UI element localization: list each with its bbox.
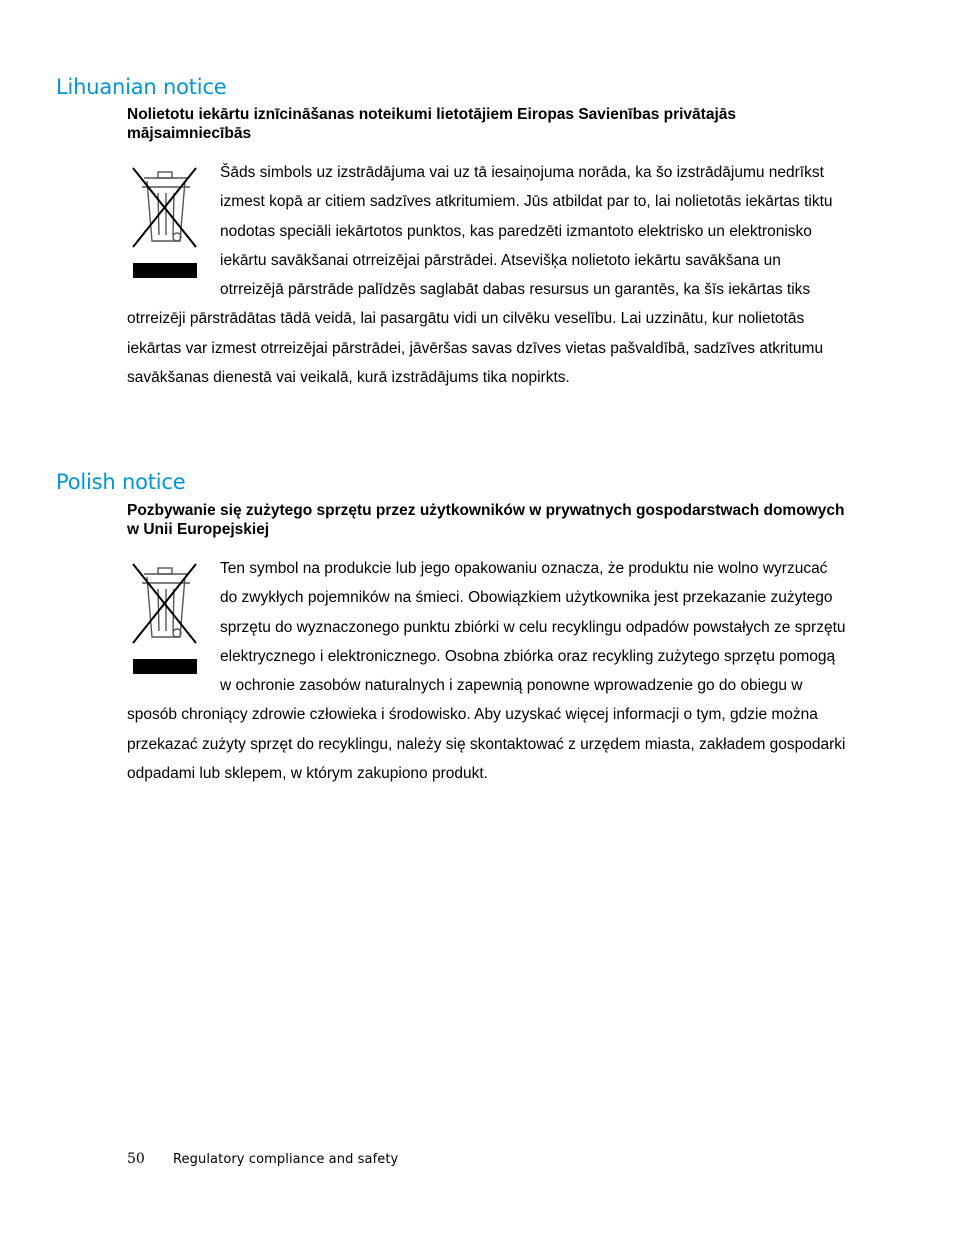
footer-section-title: Regulatory compliance and safety	[173, 1152, 399, 1167]
polish-body: Ten symbol na produkcie lub jego opakowaniu oznacza, że produktu nie wolno wyrzucać do zwykłych pojemników na śmieci. Obowiązkiem użytkownika jest przekazanie zużytego sprzętu do wyznaczonego punktu zbiórki w celu recyklingu odpadów powstałych ze sprzętu elektrycznego i elektronicznego. Osobna zbiórka oraz recykling zużytego sprzętu pomogą w ochronie zasobów naturalnych i zapewnią ponowne wprowadzenie go do obiegu w sposób chroniący zdrowie człowieka i środowisko. Aby uzyskać więcej informacji o tym, gdzie można przekazać zużyty sprzęt do recyklingu, należy się skontaktować z urzędem miasta, zakładem gospodarki odpadami lub sklepem, w którym zakupiono produkt.	[127, 560, 846, 783]
lithuanian-body: Šāds simbols uz izstrādājuma vai uz tā iesaiņojuma norāda, ka šo izstrādājumu nedrīkst izmest kopā ar citiem sadzīves atkritumiem. Jūs atbildat par to, lai nolietotās iekārtas tiktu nodotas speciāli iekārtotos punktos, kas paredzēti izmantoto elektrisko un elektronisko iekārtu savākšanai otrreizējai pārstrādei. Atsevišķa nolietoto iekārtu savākšana un otrreizējā pārstrāde palīdzēs saglabāt dabas resursus un garantēs, ka šīs iekārtas tiks otrreizēji pārstrādātas tādā veidā, lai pasargātu vidi un cilvēku veselību. Lai uzzinātu, kur nolietotās iekārtas var izmest otrreizējai pārstrādei, jāvēršas savas dzīves vietas pašvaldībā, sadzīves atkritumu savākšanas dienestā vai veikalā, kurā izstrādājums tika nopirkts.	[127, 164, 833, 387]
polish-heading: Polish notice	[56, 470, 186, 494]
lithuanian-heading: Lihuanian notice	[56, 75, 227, 99]
polish-subheading: Pozbywanie się zużytego sprzętu przez użytkowników w prywatnych gospodarstwach domowych w Unii Europejskiej	[127, 502, 845, 538]
page-number: 50	[127, 1151, 145, 1167]
lithuanian-subheading: Nolietotu iekārtu iznīcināšanas noteikumi lietotājiem Eiropas Savienības privātajās mājsaimniecībās	[127, 106, 737, 142]
